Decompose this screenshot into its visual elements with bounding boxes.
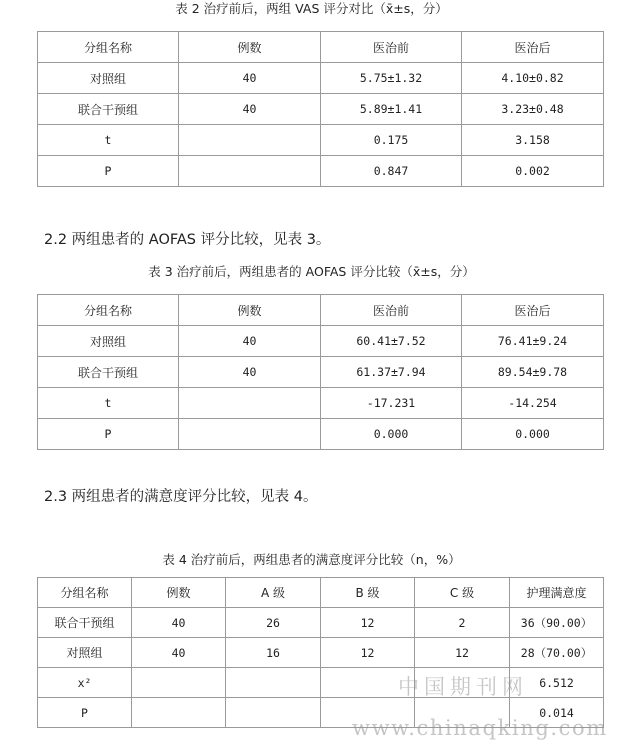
column-header: 例数 (179, 32, 321, 63)
table-row (38, 357, 604, 388)
table-cell: 0.175 (321, 125, 462, 156)
table-cell: 0.014 (510, 698, 604, 728)
table-cell (179, 419, 321, 450)
watermark-url: www.chinaqking.com (352, 716, 608, 740)
table-cell: 12 (321, 638, 415, 668)
table-cell: 12 (321, 608, 415, 638)
column-header: C 级 (415, 578, 510, 608)
watermark-logo-text: 中国期刊网 (398, 675, 528, 699)
table-cell: 36（90.00） (510, 608, 604, 638)
table-cell: 40 (179, 94, 321, 125)
column-header: A 级 (226, 578, 321, 608)
column-header: 医治前 (321, 295, 462, 326)
table-cell: 89.54±9.78 (462, 357, 604, 388)
table-cell: P (38, 419, 179, 450)
column-header: 分组名称 (38, 578, 132, 608)
table-cell (179, 388, 321, 419)
table-cell: 3.23±0.48 (462, 94, 604, 125)
table-header-row (38, 295, 604, 326)
table-cell: 4.10±0.82 (462, 63, 604, 94)
column-header: 医治后 (462, 32, 604, 63)
table-row (38, 125, 604, 156)
table-cell (132, 698, 226, 728)
table-cell: 12 (415, 638, 510, 668)
table-cell: 40 (132, 608, 226, 638)
table-cell: x² (38, 668, 132, 698)
table-cell: P (38, 156, 179, 187)
table-cell: 联合干预组 (38, 357, 179, 388)
table-4-caption: 表 4 治疗前后，两组患者的满意度评分比较（n，%） (162, 552, 461, 567)
table-3 (37, 294, 604, 450)
table-cell: t (38, 125, 179, 156)
table-cell: 5.75±1.32 (321, 63, 462, 94)
column-header: B 级 (321, 578, 415, 608)
table-cell: 对照组 (38, 638, 132, 668)
table-cell: 28（70.00） (510, 638, 604, 668)
column-header: 例数 (179, 295, 321, 326)
table-cell: 61.37±7.94 (321, 357, 462, 388)
table-cell: 6.512 (510, 668, 604, 698)
table-cell (179, 125, 321, 156)
table-row (38, 156, 604, 187)
column-header: 分组名称 (38, 32, 179, 63)
table-cell: 对照组 (38, 326, 179, 357)
table-cell: 0.847 (321, 156, 462, 187)
table-2-caption: 表 2 治疗前后，两组 VAS 评分对比（x̄±s，分） (175, 1, 448, 16)
column-header: 分组名称 (38, 295, 179, 326)
table-cell: 60.41±7.52 (321, 326, 462, 357)
section-heading-2-2: 2.2 两组患者的 AOFAS 评分比较，见表 3。 (44, 232, 331, 248)
table-cell: 40 (179, 63, 321, 94)
table-cell: 3.158 (462, 125, 604, 156)
table-cell: 16 (226, 638, 321, 668)
table-cell: 0.000 (462, 419, 604, 450)
table-cell: 联合干预组 (38, 94, 179, 125)
table-row (38, 63, 604, 94)
table-cell: 5.89±1.41 (321, 94, 462, 125)
table-cell: 联合干预组 (38, 608, 132, 638)
table-cell: 2 (415, 608, 510, 638)
table-cell: -14.254 (462, 388, 604, 419)
table-row (38, 94, 604, 125)
table-row (38, 388, 604, 419)
column-header: 例数 (132, 578, 226, 608)
table-row (38, 638, 604, 668)
table-cell (132, 668, 226, 698)
table-cell: 26 (226, 608, 321, 638)
table-cell: 对照组 (38, 63, 179, 94)
table-cell: 40 (179, 357, 321, 388)
table-row (38, 419, 604, 450)
table-row (38, 326, 604, 357)
table-header-row (38, 578, 604, 608)
table-cell (226, 698, 321, 728)
table-2 (37, 31, 604, 187)
column-header: 医治前 (321, 32, 462, 63)
column-header: 医治后 (462, 295, 604, 326)
table-header-row (38, 32, 604, 63)
table-cell: P (38, 698, 132, 728)
table-cell: 0.002 (462, 156, 604, 187)
table-cell (179, 156, 321, 187)
table-4 (37, 577, 604, 728)
table-cell: 0.000 (321, 419, 462, 450)
table-cell: -17.231 (321, 388, 462, 419)
column-header: 护理满意度 (510, 578, 604, 608)
section-heading-2-3: 2.3 两组患者的满意度评分比较，见表 4。 (44, 489, 318, 505)
table-row (38, 608, 604, 638)
table-cell: t (38, 388, 179, 419)
table-cell (226, 668, 321, 698)
table-3-caption: 表 3 治疗前后，两组患者的 AOFAS 评分比较（x̄±s，分） (148, 264, 475, 279)
table-cell: 40 (132, 638, 226, 668)
table-cell: 76.41±9.24 (462, 326, 604, 357)
table-cell: 40 (179, 326, 321, 357)
